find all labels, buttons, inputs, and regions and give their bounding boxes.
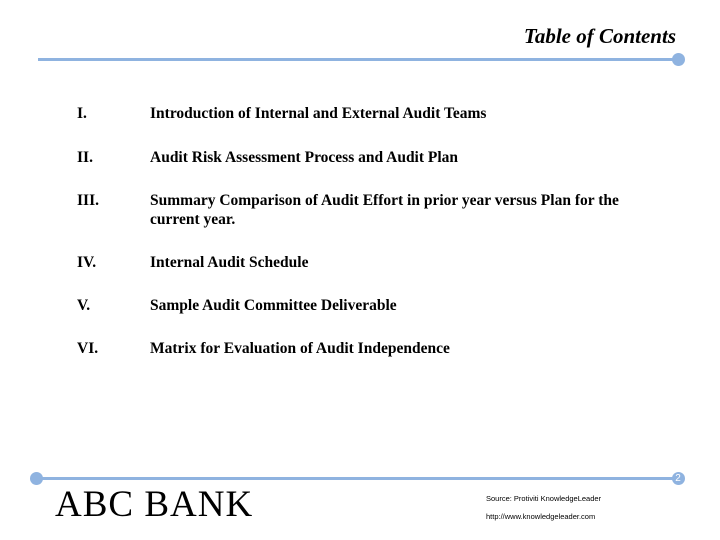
toc-item-number: II. bbox=[77, 149, 93, 166]
bank-name: ABC BANK bbox=[55, 484, 254, 525]
toc-item-text: Introduction of Internal and External Audit Teams bbox=[150, 105, 487, 122]
toc-item-text: Audit Risk Assessment Process and Audit Plan bbox=[150, 149, 459, 166]
header-divider bbox=[38, 58, 678, 61]
toc-item-3 bbox=[77, 191, 677, 229]
toc-item-number: III. bbox=[77, 192, 99, 209]
toc-item-number: I. bbox=[77, 105, 87, 122]
table-of-contents bbox=[77, 104, 677, 358]
toc-item-5 bbox=[77, 296, 677, 315]
toc-item-number: V. bbox=[77, 297, 91, 314]
toc-item-number: VI. bbox=[77, 340, 99, 357]
page-title: Table of Contents bbox=[523, 24, 676, 48]
header-divider-dot bbox=[672, 53, 685, 66]
source-url: http://www.knowledgeleader.com bbox=[486, 512, 596, 521]
source-credit: Source: Protiviti KnowledgeLeader bbox=[486, 494, 602, 503]
toc-item-6 bbox=[77, 339, 677, 358]
toc-item-4 bbox=[77, 253, 677, 272]
toc-item-text: Summary Comparison of Audit Effort in prior year versus Plan for the current year. bbox=[150, 192, 619, 228]
toc-item-1 bbox=[77, 104, 677, 123]
footer-divider-dot-left bbox=[30, 472, 43, 485]
page-number: 2 bbox=[675, 473, 681, 484]
footer-divider bbox=[38, 477, 678, 480]
toc-item-2 bbox=[77, 148, 677, 167]
toc-item-text: Internal Audit Schedule bbox=[150, 254, 309, 271]
toc-item-text: Sample Audit Committee Deliverable bbox=[150, 297, 397, 314]
toc-item-text: Matrix for Evaluation of Audit Independence bbox=[150, 340, 450, 357]
toc-item-number: IV. bbox=[77, 254, 97, 271]
